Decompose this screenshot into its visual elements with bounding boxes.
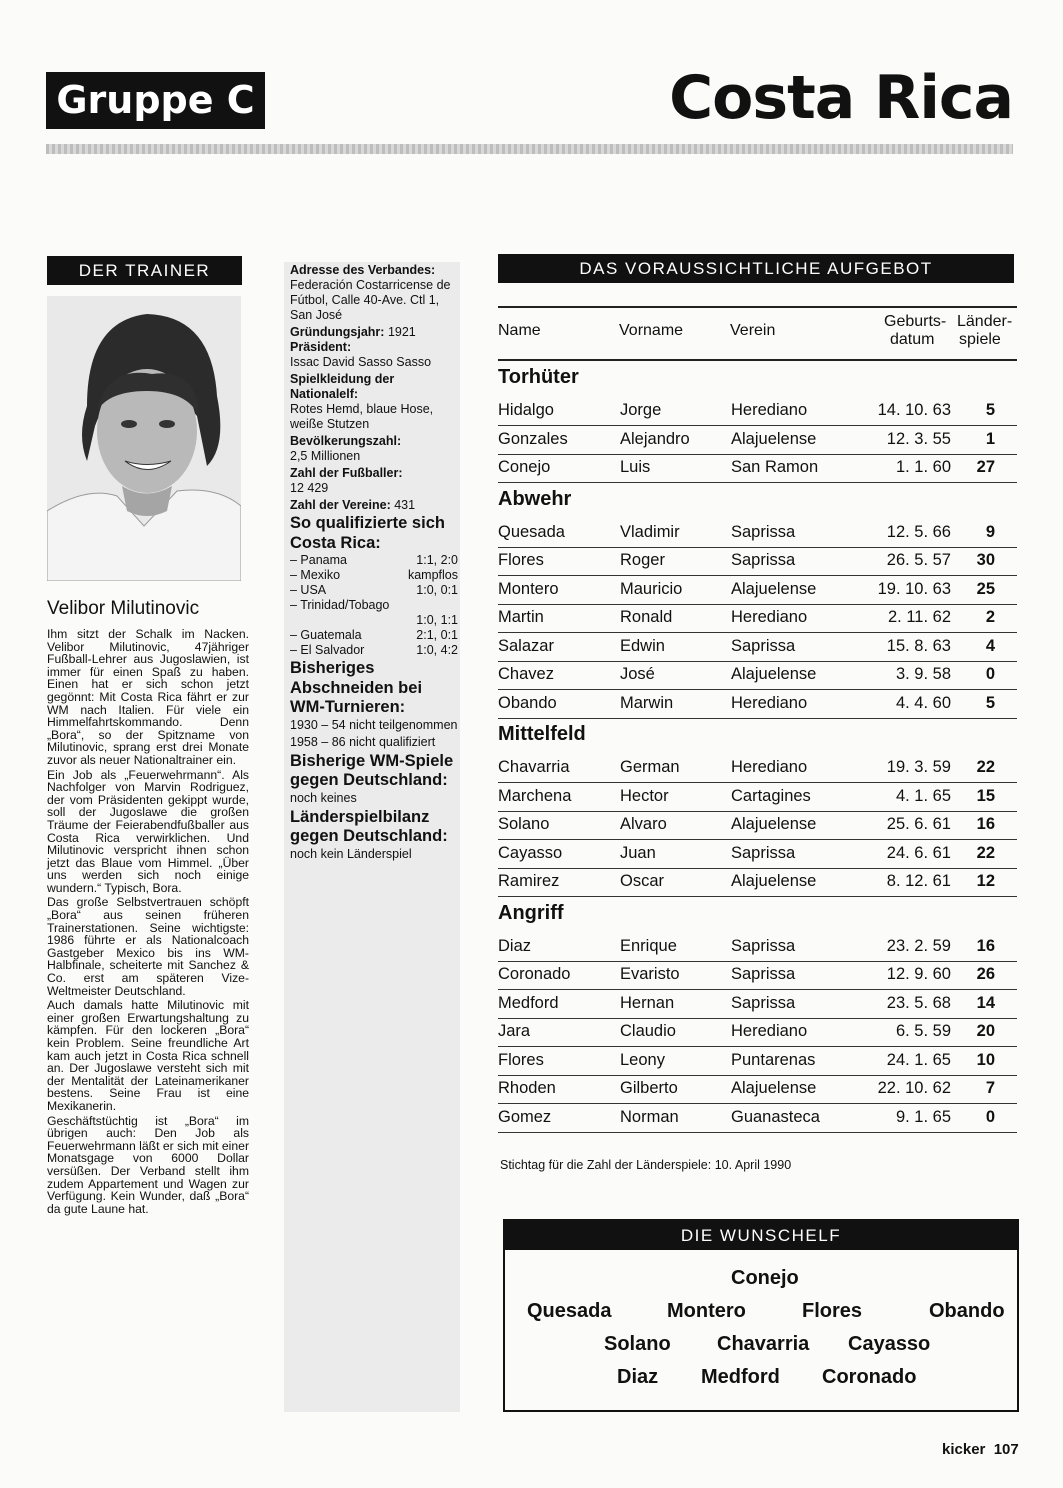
squad-section-bar: DAS VORAUSSICHTLICHE AUFGEBOT — [498, 254, 1014, 283]
squad-group-heading: Angriff — [498, 901, 564, 924]
player-club: Herediano — [731, 1022, 808, 1040]
qualification-team: – Trinidad/Tobago — [290, 598, 390, 612]
player-first-name: Enrique — [620, 936, 677, 955]
caps-date-note: Stichtag für die Zahl der Länderspiele: 10. April 1990 — [500, 1158, 792, 1172]
table-row — [498, 990, 1017, 1019]
qualification-team: – USA — [290, 583, 327, 597]
player-club: Saprissa — [731, 965, 796, 983]
player-first-name: Edwin — [620, 636, 665, 655]
dream-team-box — [503, 1219, 1019, 1412]
table-row — [498, 604, 1017, 633]
trainer-bio — [47, 628, 249, 1217]
player-surname: Quesada — [498, 522, 565, 541]
player-surname: Solano — [498, 815, 550, 833]
table-row — [498, 961, 1017, 990]
player-birthdate: 2. 11. 62 — [888, 608, 951, 626]
qualified-heading: So qualifizierte sich Costa Rica: — [290, 514, 445, 552]
player-surname: Flores — [498, 1050, 544, 1069]
player-birthdate: 23. 2. 59 — [886, 936, 951, 955]
player-caps: 2 — [985, 608, 995, 626]
player-birthdate: 23. 5. 68 — [886, 993, 951, 1012]
kit-value: Rotes Hemd, blaue Hose, weiße Stutzen — [290, 402, 434, 431]
qualification-row — [290, 583, 458, 598]
dream-team-bar: DIE WUNSCHELF — [505, 1221, 1017, 1250]
players-value: 12 429 — [290, 481, 329, 495]
player-club: Saprissa — [731, 993, 796, 1012]
player-first-name: Alvaro — [620, 815, 667, 833]
player-surname: Jara — [498, 1022, 531, 1040]
qualification-team: – Guatemala — [290, 628, 362, 642]
player-club: Herediano — [731, 608, 808, 626]
header-rule — [46, 144, 1013, 154]
player-first-name: Vladimir — [620, 522, 680, 541]
qualification-row — [290, 568, 458, 583]
balance-heading: Länderspielbilanz gegen Deutschland: — [290, 807, 448, 845]
player-birthdate: 4. 1. 65 — [895, 786, 951, 805]
wc-heading: Bisheriges Abschneiden bei WM-Turnieren: — [290, 659, 423, 716]
squad-group-heading: Mittelfeld — [498, 723, 586, 745]
table-row — [498, 783, 1017, 812]
player-club: Alajuelense — [731, 815, 817, 833]
bio-paragraph: Das große Selbstvertrauen schöpft „Bora“ aus seinen früheren Trainerstationen. Seine wichtigste: 1986 führte er als Nationalcoach Gastgeber Mexico bis ins WM-Halbfinale, scheiterte mit Sanchez & Co. erst am späteren Vize-Weltmeister Deutschland. — [47, 895, 249, 998]
player-birthdate: 9. 1. 65 — [895, 1107, 951, 1126]
player-surname: Diaz — [498, 936, 532, 955]
table-row — [498, 426, 1017, 455]
player-caps: 22 — [976, 758, 995, 776]
qualification-row — [290, 628, 458, 643]
player-birthdate: 6. 5. 59 — [895, 1022, 951, 1040]
player-surname: Ramirez — [498, 872, 560, 890]
player-caps: 5 — [985, 401, 995, 419]
table-row — [498, 633, 1017, 662]
trainer-name: Velibor Milutinovic — [47, 598, 200, 619]
player-caps: 30 — [976, 551, 995, 569]
player-club: Guanasteca — [731, 1107, 820, 1126]
qualification-team: – Mexiko — [290, 568, 341, 582]
qualification-result: 1:0, 1:1 — [416, 613, 458, 627]
player-surname: Conejo — [498, 458, 551, 476]
player-birthdate: 12. 5. 66 — [886, 522, 951, 541]
player-first-name: Juan — [620, 843, 656, 862]
player-club: Herediano — [731, 401, 808, 419]
qualification-row — [290, 598, 458, 613]
table-row — [498, 1104, 1017, 1133]
player-birthdate: 14. 10. 63 — [877, 401, 951, 419]
table-row — [498, 868, 1017, 897]
vs-germany-value: noch keines — [290, 790, 357, 805]
vs-germany-heading: Bisherige WM-Spiele gegen Deutschland: — [290, 751, 454, 789]
player-club: San Ramon — [731, 458, 819, 476]
facts-box — [290, 263, 458, 864]
player-birthdate: 12. 3. 55 — [886, 429, 951, 448]
qualification-row — [290, 553, 458, 568]
player-surname: Montero — [498, 579, 559, 598]
address-label: Adresse des Verbandes: — [290, 263, 436, 277]
player-club: Alajuelense — [731, 579, 817, 598]
player-birthdate: 19. 3. 59 — [886, 758, 951, 776]
dream-team-midfielder: Chavarria — [717, 1333, 810, 1355]
table-row — [498, 1018, 1017, 1047]
players-label: Zahl der Fußballer: — [290, 466, 403, 480]
dream-team-defender: Flores — [802, 1300, 863, 1322]
player-caps: 15 — [976, 786, 995, 805]
table-row — [498, 754, 1017, 783]
player-club: Saprissa — [731, 551, 796, 569]
dream-team-midfielder: Solano — [604, 1333, 671, 1355]
bio-paragraph: Ein Job als „Feuerwehrmann“. Als Nachfolger von Marvin Rodriguez, der vom Präsidenten gekippt wurde, soll der Jugoslawe die großen Träume der Feierabendfußballer aus Costa Rica verwirklichen. Und Milutinovic verspricht ihnen schon jetzt das Blaue vom Himmel. „Über uns werden sich noch einige wundern.“ Typisch, Bora. — [47, 767, 249, 895]
player-caps: 26 — [976, 965, 995, 983]
player-first-name: Hector — [620, 786, 669, 805]
player-caps: 16 — [976, 815, 995, 833]
table-row — [498, 1075, 1017, 1104]
table-row — [498, 933, 1017, 962]
player-caps: 0 — [985, 665, 995, 683]
player-caps: 5 — [985, 693, 995, 712]
qualification-list — [290, 553, 458, 658]
player-surname: Obando — [498, 693, 557, 712]
country-title: Costa Rica — [669, 63, 1013, 133]
player-first-name: Ronald — [620, 608, 673, 626]
col-dob-2: datum — [890, 331, 935, 348]
player-surname: Gomez — [498, 1107, 552, 1126]
dream-team-defender: Obando — [929, 1300, 1005, 1322]
player-club: Alajuelense — [731, 429, 817, 448]
table-row — [498, 1047, 1017, 1076]
table-row — [498, 519, 1017, 548]
founded-label: Gründungsjahr: — [290, 325, 385, 339]
col-caps-1: Länder- — [957, 313, 1013, 330]
qualification-result: 1:0, 4:2 — [416, 643, 458, 657]
player-first-name: Luis — [620, 458, 651, 476]
player-first-name: Norman — [620, 1107, 679, 1126]
player-first-name: German — [620, 758, 680, 776]
kit-label: Spielkleidung der Nationalelf: — [290, 372, 395, 401]
qualification-row — [290, 613, 458, 628]
player-birthdate: 22. 10. 62 — [877, 1079, 951, 1097]
dream-team-forward: Medford — [701, 1366, 780, 1388]
player-surname: Coronado — [498, 965, 571, 983]
table-row — [498, 811, 1017, 840]
player-first-name: Hernan — [620, 993, 675, 1012]
page-footer — [942, 1441, 1019, 1458]
player-first-name: Marwin — [620, 693, 674, 712]
player-club: Saprissa — [731, 636, 796, 655]
player-club: Alajuelense — [731, 872, 817, 890]
col-caps-2: spiele — [959, 331, 1001, 348]
player-caps: 9 — [985, 522, 995, 541]
player-caps: 12 — [976, 872, 995, 890]
player-surname: Rhoden — [498, 1079, 556, 1097]
bio-paragraph: Auch damals hatte Milutinovic mit einer großen Erwartungshaltung zu kämpfen. Für den lockeren „Bora“ kein Problem. Seine freundliche Art kam auch jetzt in Costa Rica schnell an. Der Jugoslawe versteht sich mit der Mentalität der Lateinamerikaner bestens. Seine Frau ist eine Mexikanerin. — [47, 998, 249, 1113]
player-first-name: Gilberto — [620, 1079, 678, 1097]
player-surname: Marchena — [498, 786, 572, 805]
player-first-name: Leony — [620, 1050, 665, 1069]
player-birthdate: 12. 9. 60 — [886, 965, 951, 983]
player-first-name: José — [620, 665, 655, 683]
player-caps: 16 — [976, 936, 995, 955]
table-row — [498, 454, 1017, 483]
player-caps: 4 — [985, 636, 995, 655]
player-surname: Hidalgo — [498, 401, 554, 419]
dream-team-defender: Quesada — [527, 1300, 612, 1322]
trainer-section-bar: DER TRAINER — [47, 256, 242, 285]
player-caps: 14 — [976, 993, 995, 1012]
player-caps: 27 — [976, 458, 995, 476]
president-label: Präsident: — [290, 340, 352, 354]
player-surname: Chavez — [498, 665, 554, 683]
qualification-result: 1:0, 0:1 — [416, 583, 458, 597]
president-value: Issac David Sasso Sasso — [290, 355, 432, 369]
bio-paragraph: Geschäftstüchtig ist „Bora“ im übrigen auch: Den Job als Feuerwehrmann läßt er sich mit einer Monatsgage von 6000 Dollar versüßen. Der Verband stellt ihm zudem Appartement und Wagen zur Verfügung. Kein Wunder, daß „Bora“ da gute Laune hat. — [47, 1113, 249, 1216]
player-caps: 1 — [985, 429, 995, 448]
player-club: Alajuelense — [731, 1079, 817, 1097]
squad-group-heading: Abwehr — [498, 487, 572, 510]
squad-group-heading: Torhüter — [498, 366, 579, 388]
dream-team-midfielder: Cayasso — [848, 1333, 931, 1355]
player-birthdate: 8. 12. 61 — [886, 872, 951, 890]
player-surname: Chavarria — [498, 758, 570, 776]
player-club: Saprissa — [731, 522, 796, 541]
col-dob-1: Geburts- — [884, 313, 947, 330]
player-birthdate: 1. 1. 60 — [895, 458, 951, 476]
population-label: Bevölkerungszahl: — [290, 434, 402, 448]
wc-record-1: 1930 – 54 nicht teilgenommen — [290, 717, 458, 732]
player-caps: 0 — [985, 1107, 995, 1126]
population-value: 2,5 Millionen — [290, 449, 361, 463]
player-club: Alajuelense — [731, 665, 817, 683]
address-value: Federación Costarricense de Fútbol, Calle 40-Ave. Ctl 1, San José — [290, 278, 451, 322]
qualification-result: kampflos — [407, 568, 458, 582]
founded-value: 1921 — [387, 325, 416, 339]
player-club: Saprissa — [731, 936, 796, 955]
table-row — [498, 690, 1017, 719]
qualification-team: – Panama — [290, 553, 347, 567]
trainer-portrait-image — [47, 296, 241, 581]
qualification-result: 1:1, 2:0 — [416, 553, 458, 567]
bio-paragraph: Ihm sitzt der Schalk im Nacken. Velibor Milutinovic, 47jähriger Fußball-Lehrer aus Jugoslawien, ist immer für einen Spaß zu haben. Einen hat er sich schon jetzt gegönnt: Mit Costa Rica fährt er zur WM nach Italien. Für viele ein Himmelfahrtskommando. Denn „Bora“, so der Spitzname von Milutinovic, sprang erst drei Monate zuvor als neuer Nationaltrainer ein. — [47, 627, 249, 767]
group-label: Gruppe C — [46, 72, 265, 129]
player-caps: 22 — [976, 843, 995, 862]
dream-team-keeper: Conejo — [731, 1267, 799, 1289]
col-first-name: Vorname — [619, 322, 684, 339]
player-birthdate: 24. 1. 65 — [886, 1050, 951, 1069]
table-row — [498, 661, 1017, 690]
player-birthdate: 15. 8. 63 — [886, 636, 951, 655]
balance-value: noch kein Länderspiel — [290, 846, 412, 861]
wc-record-2: 1958 – 86 nicht qualifiziert — [290, 734, 436, 749]
player-club: Saprissa — [731, 843, 796, 862]
player-birthdate: 24. 6. 61 — [886, 843, 951, 862]
qualification-row — [290, 643, 458, 658]
dream-team-defender: Montero — [667, 1300, 746, 1322]
player-first-name: Roger — [620, 551, 665, 569]
col-name: Name — [498, 322, 541, 339]
table-row — [498, 576, 1017, 605]
dream-team-forward: Coronado — [822, 1366, 917, 1388]
player-surname: Flores — [498, 551, 544, 569]
qualification-result: 2:1, 0:1 — [416, 628, 458, 642]
player-caps: 10 — [976, 1050, 995, 1069]
player-birthdate: 4. 4. 60 — [895, 693, 951, 712]
player-birthdate: 3. 9. 58 — [895, 665, 951, 683]
trainer-photo — [47, 296, 241, 581]
clubs-label: Zahl der Vereine: — [290, 498, 391, 512]
table-row — [498, 840, 1017, 869]
table-row — [498, 397, 1017, 426]
player-first-name: Mauricio — [620, 579, 683, 598]
player-club: Cartagines — [731, 786, 811, 805]
player-first-name: Claudio — [620, 1022, 676, 1040]
table-header — [498, 306, 1017, 361]
qualification-team: – El Salvador — [290, 643, 365, 657]
player-first-name: Oscar — [620, 872, 665, 890]
player-birthdate: 26. 5. 57 — [886, 551, 951, 569]
player-surname: Medford — [498, 993, 559, 1012]
player-club: Herediano — [731, 693, 808, 712]
player-caps: 7 — [985, 1079, 995, 1097]
player-birthdate: 25. 6. 61 — [886, 815, 951, 833]
col-club: Verein — [730, 322, 776, 339]
player-club: Herediano — [731, 758, 808, 776]
clubs-value: 431 — [394, 498, 416, 512]
player-surname: Cayasso — [498, 843, 563, 862]
page-number: 107 — [993, 1441, 1019, 1458]
player-club: Puntarenas — [731, 1050, 816, 1069]
dream-team-forward: Diaz — [617, 1366, 659, 1388]
player-surname: Gonzales — [498, 429, 568, 448]
player-first-name: Alejandro — [620, 429, 690, 448]
player-first-name: Evaristo — [620, 965, 680, 983]
player-surname: Martin — [498, 608, 544, 626]
player-caps: 25 — [976, 579, 995, 598]
table-row — [498, 547, 1017, 576]
player-first-name: Jorge — [620, 401, 662, 419]
magazine-name: kicker — [942, 1441, 986, 1458]
player-surname: Salazar — [498, 636, 554, 655]
player-caps: 20 — [976, 1022, 995, 1040]
player-birthdate: 19. 10. 63 — [877, 579, 951, 598]
